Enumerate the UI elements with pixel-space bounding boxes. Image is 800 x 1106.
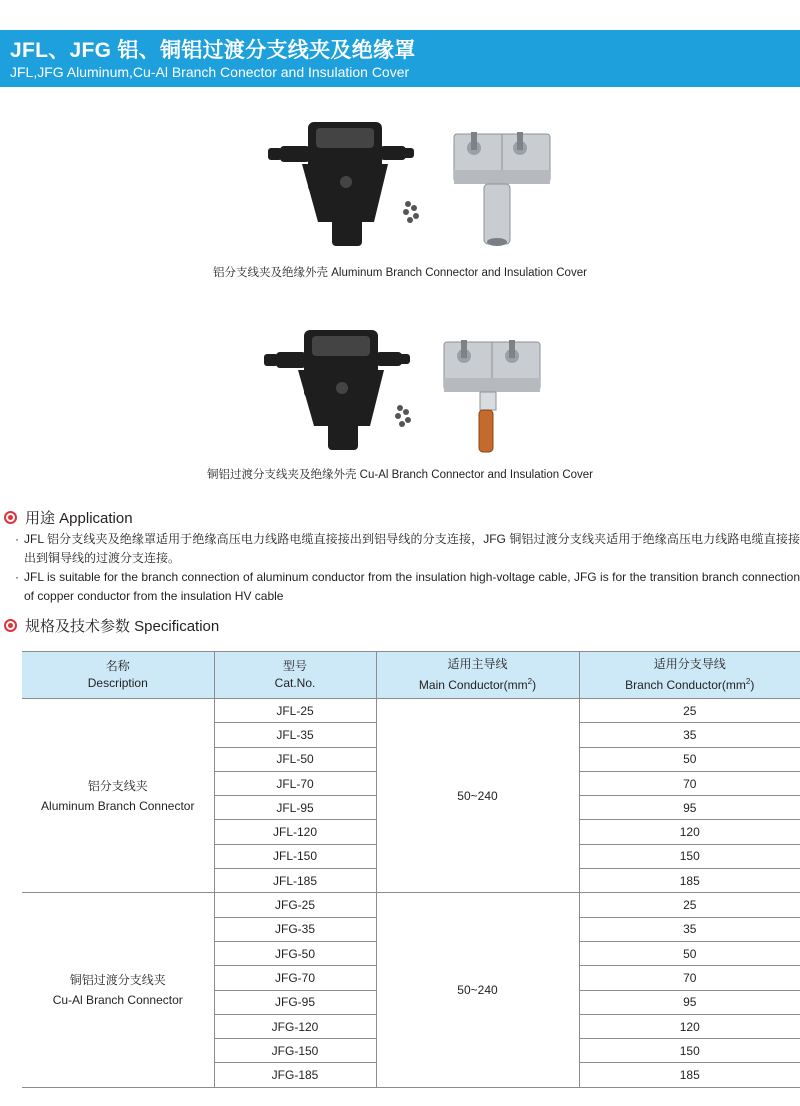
group-name-cn: 铜铝过渡分支线夹: [69, 973, 166, 988]
header-branch-en-text: Branch Conductor(mm: [625, 678, 746, 692]
cat-no-cell: JFL-150: [214, 844, 376, 868]
branch-conductor-cell: 50: [579, 747, 800, 771]
header-desc-cn: 名称: [105, 659, 130, 673]
branch-conductor-cell: 150: [579, 1039, 800, 1063]
cat-no-cell: JFG-35: [214, 917, 376, 941]
header-cat-en: Cat.No.: [274, 676, 316, 690]
cat-no-cell: JFL-25: [214, 699, 376, 723]
cu-al-connector-photo: [258, 322, 558, 460]
branch-conductor-cell: 185: [579, 1063, 800, 1087]
application-heading-text: 用途 Application: [25, 510, 133, 527]
superscript: 2: [745, 677, 751, 686]
application-heading: [4, 507, 133, 528]
aluminum-connector-photo: [262, 112, 558, 258]
cat-no-cell: JFL-185: [214, 869, 376, 893]
header-description: [22, 652, 214, 699]
group-description: [22, 893, 214, 1087]
table-body: [22, 699, 800, 1088]
cat-no-cell: JFG-150: [214, 1039, 376, 1063]
superscript: 2: [527, 677, 533, 686]
cat-no-cell: JFL-95: [214, 796, 376, 820]
cat-no-cell: JFG-95: [214, 990, 376, 1014]
group-name-en: Cu-Al Branch Connector: [52, 993, 183, 1008]
application-text-cn: JFL 铝分支线夹及绝缘罩适用于绝缘高压电力线路电缆直接接出到铝导线的分支连接，JFG 铜铝过渡分支线夹适用于绝缘高压电力线路电缆直接接出到铜导线的过渡分支连接。: [24, 532, 800, 565]
paren: ): [750, 678, 755, 692]
group-description: [22, 699, 214, 893]
cat-no-cell: JFL-50: [214, 747, 376, 771]
cat-no-cell: JFG-25: [214, 893, 376, 917]
branch-conductor-cell: 50: [579, 941, 800, 965]
page-title: JFL、JFG 铝、铜铝过渡分支线夹及绝缘罩: [10, 39, 416, 62]
branch-conductor-cell: 120: [579, 820, 800, 844]
header-main-en-text: Main Conductor(mm: [418, 678, 528, 692]
page-subtitle: JFL,JFG Aluminum,Cu-Al Branch Conector and Insulation Cover: [10, 64, 410, 80]
application-bullet-en: [15, 568, 800, 606]
specification-heading: [4, 615, 219, 636]
figure-caption-1: 铝分支线夹及绝缘外壳 Aluminum Branch Connector and Insulation Cover: [213, 267, 587, 279]
cat-no-cell: JFG-50: [214, 941, 376, 965]
cat-no-cell: JFL-70: [214, 771, 376, 795]
table-header-row: [22, 652, 800, 699]
group-name-cn: 铝分支线夹: [87, 778, 148, 793]
application-text-en: JFL is suitable for the branch connection of aluminum conductor from the insulation high-voltage cable, JFG is for the transition branch connection of copper conductor from the insulation HV cable: [24, 570, 800, 603]
header-main-conductor: [376, 652, 579, 699]
group-name-en: Aluminum Branch Connector: [41, 798, 195, 813]
table-row: [22, 699, 800, 723]
branch-conductor-cell: 70: [579, 771, 800, 795]
figure-caption-2: 铜铝过渡分支线夹及绝缘外壳 Cu-Al Branch Connector and Insulation Cover: [206, 469, 593, 481]
header-cat-cn: 型号: [282, 659, 307, 673]
main-conductor-cell: 50~240: [376, 893, 579, 1087]
bullet-dot-icon: ·: [15, 570, 19, 584]
paren: ): [532, 678, 537, 692]
specification-heading-text: 规格及技术参数 Specification: [25, 618, 220, 635]
specification-table: [22, 651, 800, 1088]
branch-conductor-cell: 95: [579, 796, 800, 820]
branch-conductor-cell: 35: [579, 917, 800, 941]
section-bullet-icon: [4, 511, 17, 524]
section-bullet-icon: [4, 619, 17, 632]
main-conductor-cell: 50~240: [376, 699, 579, 893]
header-main-en: [377, 673, 579, 694]
header-desc-en: Description: [87, 676, 148, 690]
cat-no-cell: JFL-35: [214, 723, 376, 747]
branch-conductor-cell: 35: [579, 723, 800, 747]
table-row: [22, 893, 800, 917]
branch-conductor-cell: 150: [579, 844, 800, 868]
title-banner: [0, 30, 800, 87]
header-branch-conductor: [579, 652, 800, 699]
header-main-cn: 适用主导线: [447, 657, 508, 671]
branch-conductor-cell: 70: [579, 966, 800, 990]
branch-conductor-cell: 120: [579, 1014, 800, 1038]
application-bullet-cn: [15, 530, 800, 568]
header-branch-en: [580, 673, 800, 694]
header-cat-no: [214, 652, 376, 699]
cat-no-cell: JFL-120: [214, 820, 376, 844]
branch-conductor-cell: 185: [579, 869, 800, 893]
branch-conductor-cell: 25: [579, 699, 800, 723]
bullet-dot-icon: ·: [15, 532, 19, 546]
branch-conductor-cell: 95: [579, 990, 800, 1014]
cat-no-cell: JFG-70: [214, 966, 376, 990]
cat-no-cell: JFG-120: [214, 1014, 376, 1038]
branch-conductor-cell: 25: [579, 893, 800, 917]
header-branch-cn: 适用分支导线: [653, 657, 726, 671]
cat-no-cell: JFG-185: [214, 1063, 376, 1087]
